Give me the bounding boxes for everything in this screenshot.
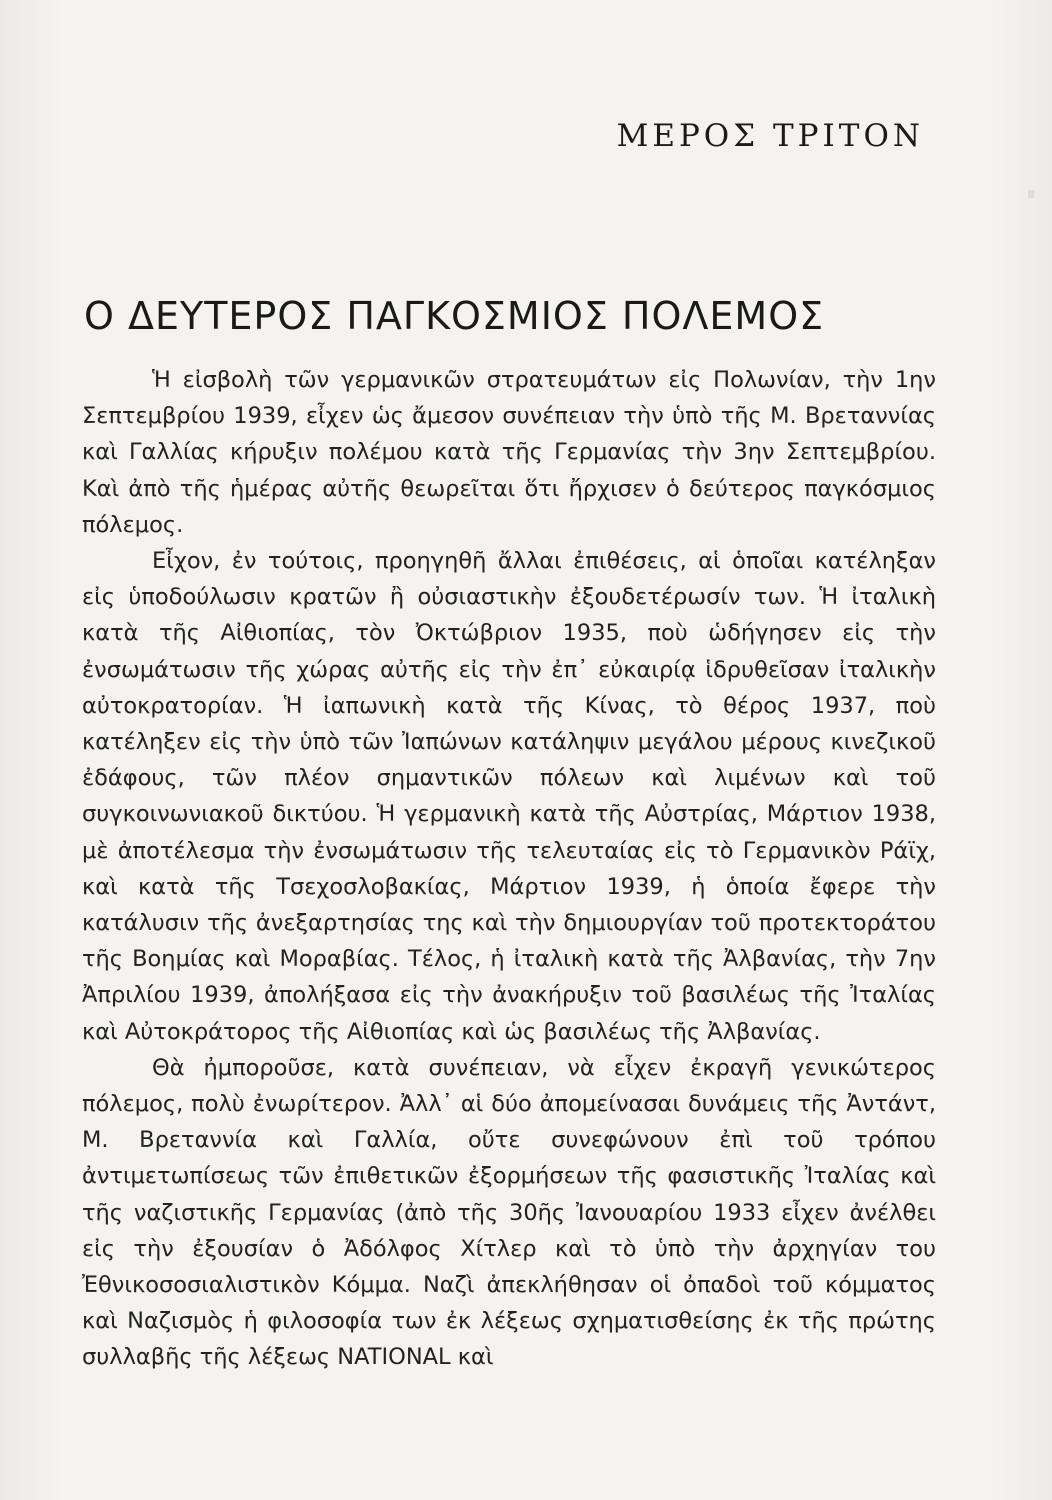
body-text [82,362,936,1376]
paragraph-2: Εἶχον, ἐν τούτοις, προηγηθῆ ἄλλαι ἐπιθέσεις, αἱ ὁποῖαι κατέληξαν εἰς ὑποδούλωσιν κρατῶν ἢ οὐσιαστικὴν ἐξουδετέρωσίν των. Ἡ ἰταλικὴ κατὰ τῆς Αἰθιοπίας, τὸν Ὀκτώβριον 1935, ποὺ ὡδήγησεν εἰς τὴν ἐνσωμάτωσιν τῆς χώρας αὐτῆς εἰς τὴν ἐπ᾽ εὐκαιρίᾳ ἱδρυθεῖσαν ἰταλικὴν αὐτοκρατορίαν. Ἡ ἰαπωνικὴ κατὰ τῆς Κίνας, τὸ θέρος 1937, ποὺ κατέληξεν εἰς τὴν ὑπὸ τῶν Ἰαπώνων κατάληψιν μεγάλου μέρους κινεζικοῦ ἐδάφους, τῶν πλέον σημαντικῶν πόλεων καὶ λιμένων καὶ τοῦ συγκοινωνιακοῦ δικτύου. Ἡ γερμανικὴ κατὰ τῆς Αὐστρίας, Μάρτιον 1938, μὲ ἀποτέλεσμα τὴν ἐνσωμάτωσιν τῆς τελευταίας εἰς τὸ Γερμανικὸν Ράϊχ, καὶ κατὰ τῆς Τσεχοσλοβακίας, Μάρτιον 1939, ἡ ὁποία ἔφερε τὴν κατάλυσιν τῆς ἀνεξαρτησίας της καὶ τὴν δημιουργίαν τοῦ προτεκτοράτου τῆς Βοημίας καὶ Μοραβίας. Τέλος, ἡ ἰταλικὴ κατὰ τῆς Ἀλβανίας, τὴν 7ην Ἀπριλίου 1939, ἀπολήξασα εἰς τὴν ἀνακήρυξιν τοῦ βασιλέως τῆς Ἰταλίας καὶ Αὐτοκράτορος τῆς Αἰθιοπίας καὶ ὡς βασιλέως τῆς Ἀλβανίας. [82,548,936,1045]
part-heading: ΜΕΡΟΣ ΤΡΙΤΟΝ [616,118,924,154]
chapter-title: Ο ΔΕΥΤΕΡΟΣ ΠΑΓΚΟΣΜΙΟΣ ΠΟΛΕΜΟΣ [84,294,825,338]
paragraph-3: Θὰ ἠμποροῦσε, κατὰ συνέπειαν, νὰ εἶχεν ἐκραγῆ γενικώτερος πόλεμος, πολὺ ἐνωρίτερον. Ἀλλ᾽ αἱ δύο ἀπομείνασαι δυνάμεις τῆς Ἀντάντ, Μ. Βρεταννία καὶ Γαλλία, οὔτε συνεφώνουν ἐπὶ τοῦ τρόπου ἀντιμετωπίσεως τῶν ἐπιθετικῶν ἐξορμήσεων τῆς φασιστικῆς Ἰταλίας καὶ τῆς ναζιστικῆς Γερμανίας (ἀπὸ τῆς 30ῆς Ἰανουαρίου 1933 εἶχεν ἀνέλθει εἰς τὴν ἐξουσίαν ὁ Ἀδόλφος Χίτλερ καὶ τὸ ὑπὸ τὴν ἀρχηγίαν του Ἐθνικοσοσιαλιστικὸν Κόμμα. Ναζὶ ἀπεκλήθησαν οἱ ὀπαδοὶ τοῦ κόμματος καὶ Ναζισμὸς ἡ φιλοσοφία των ἐκ λέξεως σχηματισθείσης ἐκ τῆς πρώτης συλλαβῆς τῆς λέξεως NATIONAL καὶ [82,1054,936,1371]
scan-mark [1028,190,1034,198]
paragraph-1: Ἡ εἰσβολὴ τῶν γερμανικῶν στρατευμάτων εἰς Πολωνίαν, τὴν 1ην Σεπτεμβρίου 1939, εἶχεν ὡς ἄμεσον συνέπειαν τὴν ὑπὸ τῆς Μ. Βρεταννίας καὶ Γαλλίας κήρυξιν πολέμου κατὰ τῆς Γερμανίας τὴν 3ην Σεπτεμβρίου. Καὶ ἀπὸ τῆς ἡμέρας αὐτῆς θεωρεῖται ὅτι ἤρχισεν ὁ δεύτερος παγκόσμιος πόλεμος. [82,367,936,538]
